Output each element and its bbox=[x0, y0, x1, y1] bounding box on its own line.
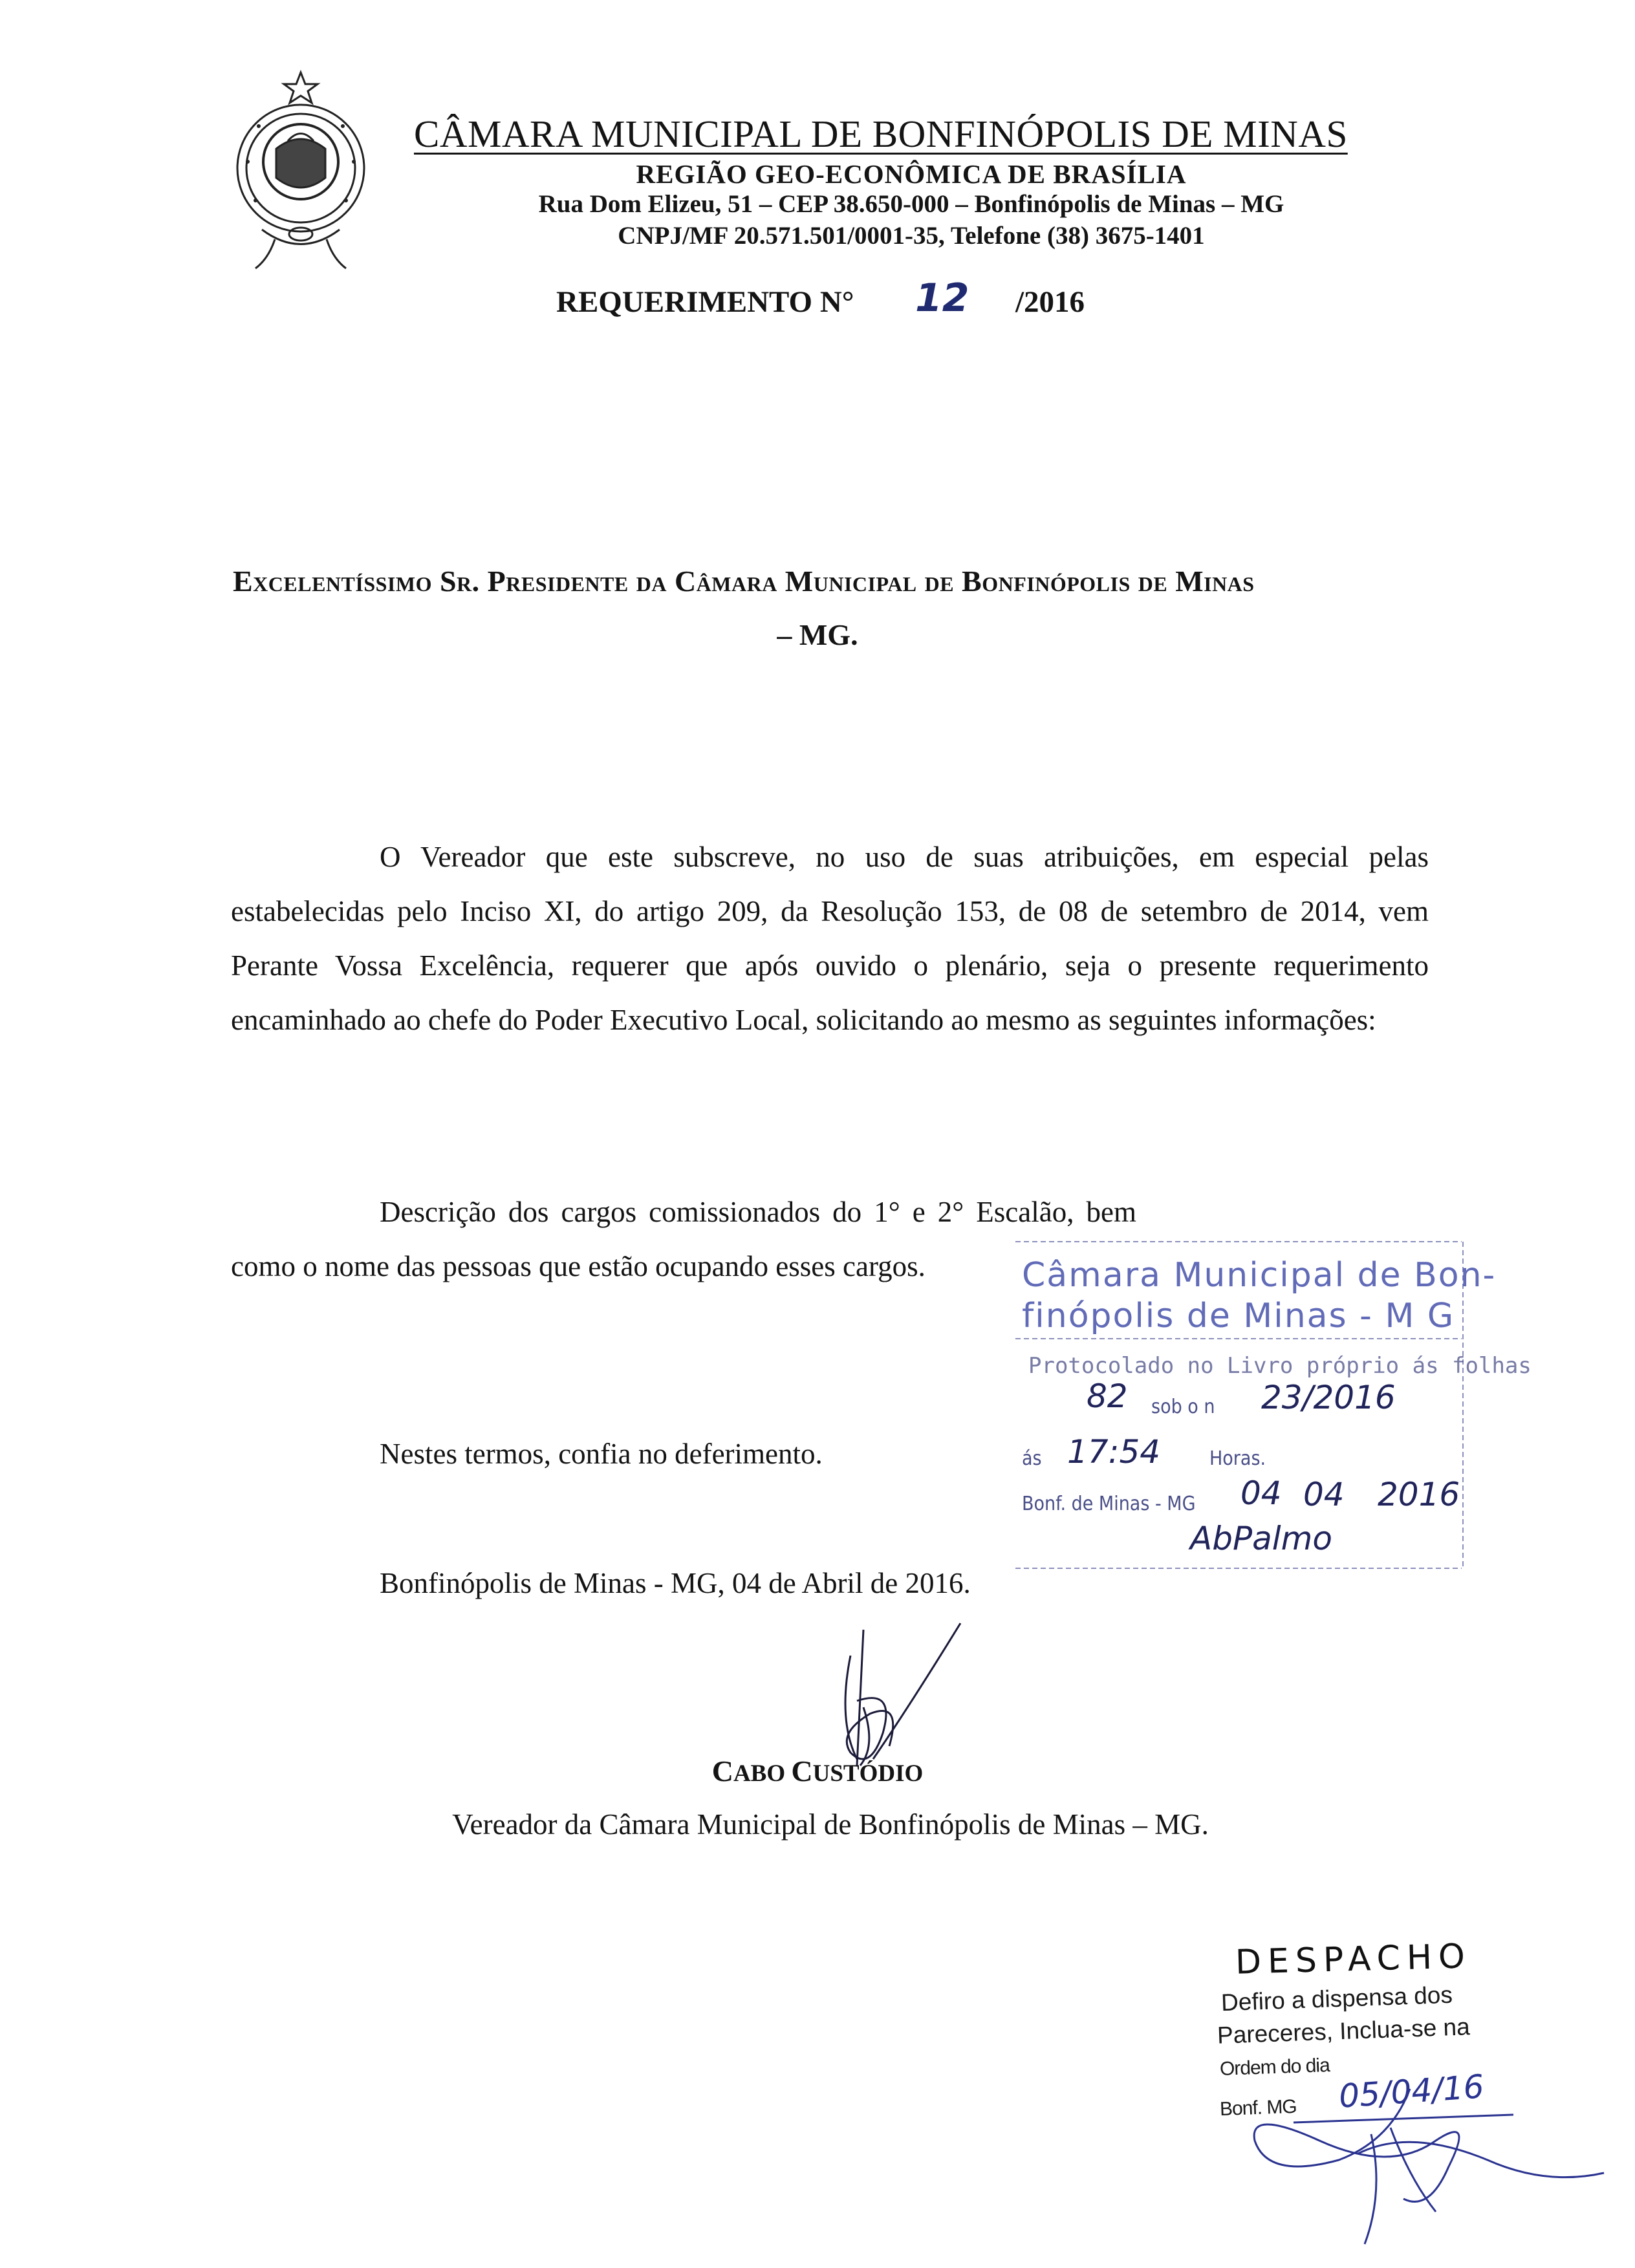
signatory-role: Vereador da Câmara Municipal de Bonfinópolis de Minas – MG. bbox=[452, 1808, 1209, 1841]
signatory-name: CABO CUSTÓDIO bbox=[711, 1755, 924, 1787]
body-paragraph-2-text: Descrição dos cargos comissionados do 1° e 2° Escalão, bem como o nome das pessoas que estão ocupando esses cargos. bbox=[231, 1196, 1136, 1282]
stamp-protocol-number: 23/2016 bbox=[1261, 1379, 1396, 1416]
stamp-time: 17:54 bbox=[1067, 1433, 1161, 1471]
despacho-title: DESPACHO bbox=[1235, 1937, 1472, 1982]
stamp-line-1: Câmara Municipal de Bon- bbox=[1022, 1256, 1497, 1295]
request-label: REQUERIMENTO N° bbox=[556, 285, 854, 319]
institution-contact: CNPJ/MF 20.571.501/0001-35, Telefone (38) 3675-1401 bbox=[618, 222, 1205, 250]
stamp-folhas: 82 bbox=[1087, 1377, 1128, 1415]
stamp-date-year: 2016 bbox=[1378, 1476, 1460, 1513]
stamp-horas-label: Horas. bbox=[1209, 1447, 1266, 1470]
institution-region: REGIÃO GEO-ECONÔMICA DE BRASÍLIA bbox=[636, 159, 1187, 189]
stamp-line-3: Protocolado no Livro próprio ás folhas bbox=[1028, 1353, 1532, 1379]
body-paragraph-1 bbox=[231, 830, 1429, 1047]
despacho-line-1: Defiro a dispensa dos bbox=[1220, 1981, 1453, 2016]
stamp-place-label: Bonf. de Minas - MG bbox=[1022, 1493, 1196, 1515]
request-year: /2016 bbox=[1015, 285, 1085, 319]
place-and-date: Bonfinópolis de Minas - MG, 04 de Abril de 2016. bbox=[380, 1567, 971, 1599]
despacho-line-2: Pareceres, Inclua-se na bbox=[1217, 2013, 1471, 2049]
closing-line: Nestes termos, confia no deferimento. bbox=[380, 1438, 823, 1470]
salutation-line-2: – MG. bbox=[777, 618, 858, 651]
stamp-signature: AbPalmo bbox=[1190, 1520, 1332, 1557]
stamp-date-month: 04 bbox=[1303, 1476, 1345, 1513]
institution-address: Rua Dom Elizeu, 51 – CEP 38.650-000 – Bonfinópolis de Minas – MG bbox=[538, 190, 1284, 218]
despacho-signature-icon bbox=[1242, 2063, 1617, 2257]
salutation-line-1: Excelentíssimo Sr. Presidente da Câmara Municipal de Bonfinópolis de Minas bbox=[233, 565, 1255, 598]
stamp-line-2: finópolis de Minas - M G bbox=[1022, 1297, 1455, 1335]
body-paragraph-1-text: O Vereador que este subscreve, no uso de suas atribuições, em especial pelas estabelecidas pelo Inciso XI, do artigo 209, da Resolução 153, de 08 de setembro de 2014, vem Perante Vossa Excelência, requerer que após ouvido o plenário, seja o presente requerimento encaminhado ao chefe do Poder Executivo Local, solicitando ao mesmo as seguintes informações: bbox=[231, 841, 1429, 1036]
despacho-line-3: Ordem do dia bbox=[1219, 2055, 1330, 2080]
request-number-handwritten: 12 bbox=[915, 275, 969, 321]
despacho-line-4: Bonf. MG bbox=[1219, 2095, 1297, 2121]
protocol-stamp bbox=[1009, 1229, 1532, 1571]
stamp-date-day: 04 bbox=[1240, 1474, 1282, 1512]
institution-title: CÂMARA MUNICIPAL DE BONFINÓPOLIS DE MINAS bbox=[414, 113, 1348, 155]
stamp-sob-label: sob o n bbox=[1151, 1396, 1215, 1418]
stamp-as-label: ás bbox=[1022, 1447, 1042, 1470]
despacho-date: 05/04/16 bbox=[1337, 2068, 1486, 2115]
